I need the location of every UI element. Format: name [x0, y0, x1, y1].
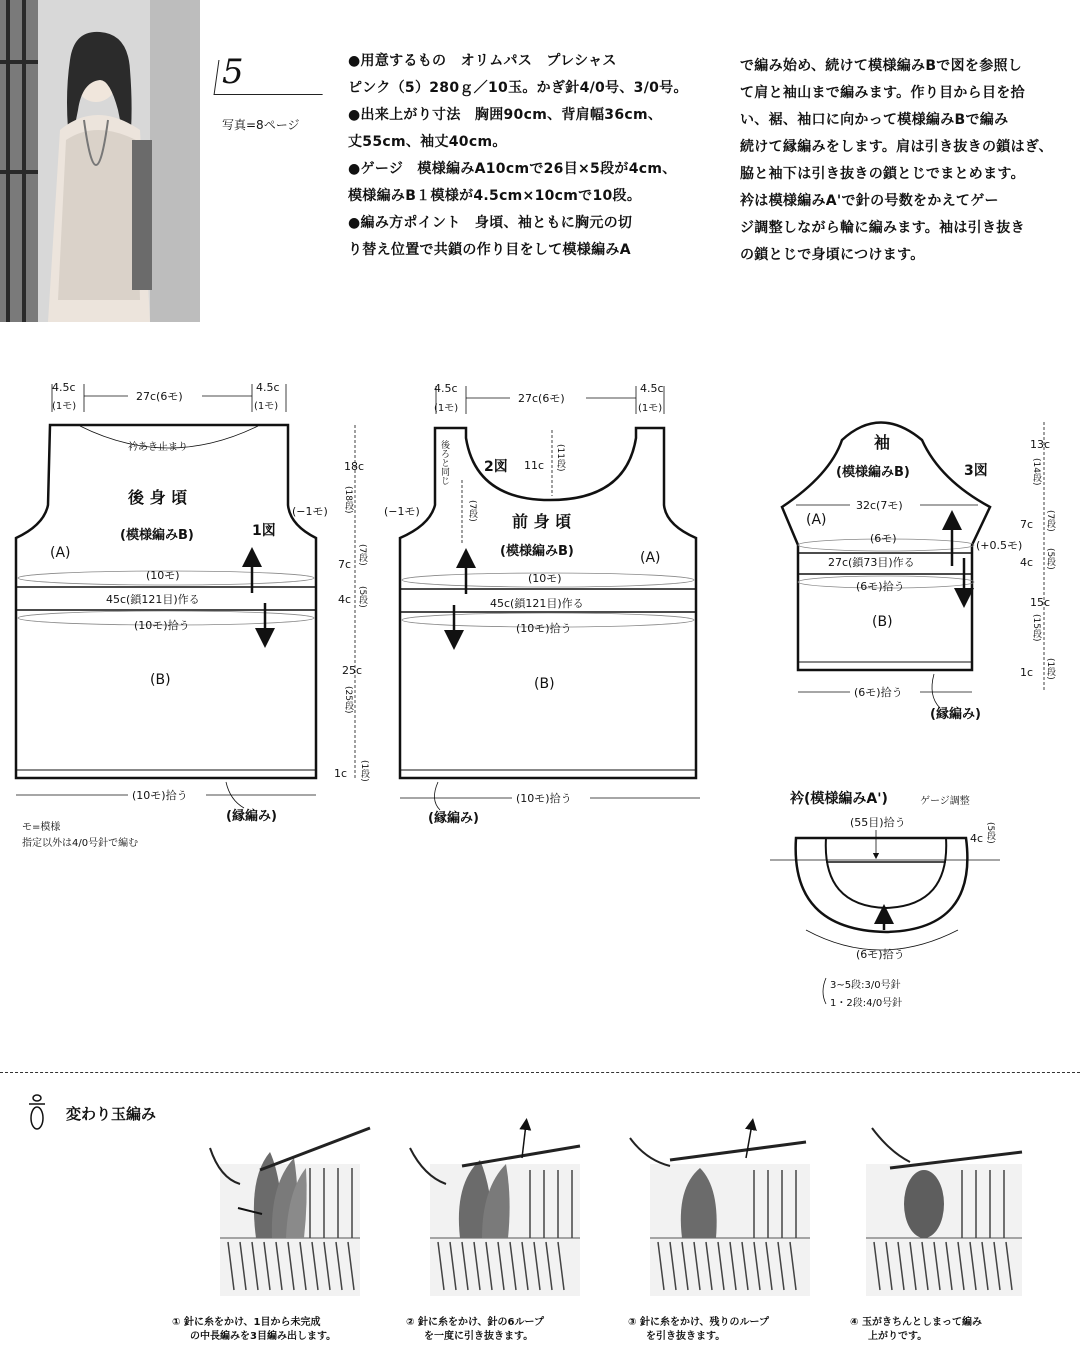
front-rows7: (7段) — [467, 500, 477, 522]
back-band-height: 4c — [338, 593, 352, 606]
instruction-line: 脇と袖下は引き抜きの鎖とじでまとめます。 — [740, 166, 1025, 182]
sleeve-title: 袖 — [874, 433, 891, 452]
back-shoulder-left-width: 4.5c — [52, 381, 76, 394]
front-chain: 45c(鎖121目)作る — [490, 597, 584, 610]
front-bottom-pick: (10モ)拾う — [516, 792, 572, 805]
back-pick: (10モ)拾う — [134, 619, 190, 632]
step-3-illustration — [630, 1124, 810, 1296]
sleeve-yoke-height: 7c — [1020, 518, 1034, 531]
schematic-diagrams — [0, 370, 1080, 1030]
legend — [22, 820, 138, 852]
back-subtitle: (模様編みB) — [120, 528, 194, 543]
collar-height: 4c — [970, 832, 984, 845]
technique-title: 変わり玉編み — [66, 1105, 157, 1123]
collar-title-note: ゲージ調整 — [920, 796, 970, 807]
collar-height-rows: (5段) — [985, 822, 995, 844]
front-neck-depth-rows: (11段) — [555, 444, 565, 472]
back-label-b: (B) — [150, 672, 171, 688]
collar-pick-top: (55目)拾う — [850, 816, 906, 829]
front-shoulder-left-rep: (1モ) — [434, 403, 459, 414]
step-1-caption — [172, 1316, 336, 1344]
sleeve-label-b: (B) — [872, 614, 893, 630]
back-shoulder-right-width: 4.5c — [256, 381, 280, 394]
model-photo — [0, 0, 200, 322]
step-4-text-line-1: 玉がきちんとしまって編み — [861, 1317, 982, 1328]
sleeve-label-a: (A) — [806, 512, 827, 528]
sleeve-edge-height: 1c — [1020, 666, 1034, 679]
front-same-as-back: 後ろと同じ — [439, 440, 449, 485]
back-edge-height: 1c — [334, 767, 348, 780]
back-title: 後 身 頃 — [128, 488, 188, 507]
photo-reference: 写真=8ページ — [222, 118, 300, 132]
back-band-rows: (5段) — [357, 586, 367, 608]
sleeve-subtitle: (模様編みB) — [836, 465, 910, 480]
back-edge-rows: (1段) — [359, 760, 369, 782]
step-2-illustration — [410, 1124, 580, 1296]
step-2-text-line-2: を一度に引き抜きます。 — [424, 1331, 534, 1342]
sleeve-body-height: 15c — [1030, 596, 1051, 609]
front-subtitle: (模様編みB) — [500, 544, 574, 559]
technique-symbol-icon — [26, 1092, 48, 1136]
instruction-line: て肩と袖山まで編みます。作り目から目を拾 — [740, 85, 1025, 101]
pattern-number: 5 — [222, 52, 244, 92]
instruction-line: い、裾、袖口に向かって模様編みBで編み — [740, 112, 1009, 128]
back-chain: 45c(鎖121目)作る — [106, 593, 200, 606]
instructions-column-2 — [740, 53, 1076, 269]
sleeve-cap-height: 13c — [1030, 438, 1051, 451]
sleeve-bottom-pick: (6モ)拾う — [854, 686, 903, 699]
sleeve-edge-rows: (1段) — [1045, 658, 1055, 680]
front-top-mo: (10モ) — [528, 572, 562, 585]
back-bottom-pick: (10モ)拾う — [132, 789, 188, 802]
instruction-line: 衿は模様編みA'で針の号数をかえてゲー — [740, 193, 999, 209]
section-divider — [0, 1072, 1080, 1073]
sleeve-band-rows: (5段) — [1045, 548, 1055, 570]
back-body-rows: (25段) — [343, 686, 353, 714]
collar-diagram — [770, 790, 1000, 1009]
step-2-number: ② — [406, 1317, 415, 1328]
front-figure-label: 2図 — [484, 459, 508, 475]
step-1-text-line-1: 針に糸をかけ、1目から未完成 — [183, 1317, 321, 1328]
technique-illustrations — [200, 1108, 1040, 1308]
back-body-height: 25c — [342, 664, 363, 677]
step-4-illustration — [866, 1128, 1022, 1296]
step-4-caption — [850, 1316, 982, 1344]
sleeve-width: 32c(7モ) — [856, 499, 903, 512]
step-4-text-line-2: 上がりです。 — [868, 1331, 928, 1342]
step-3-number: ③ — [628, 1317, 637, 1328]
step-1-illustration — [210, 1128, 370, 1296]
instruction-line: ピンク（5）280ｇ／10玉。かぎ針4/0号、3/0号。 — [348, 80, 688, 96]
collar-pick-bottom: (6モ)拾う — [856, 948, 905, 961]
instruction-line: ●編み方ポイント 身頃、袖ともに胸元の切 — [348, 215, 633, 231]
sleeve-top-mo: (6モ) — [870, 532, 897, 545]
front-title: 前 身 頃 — [512, 512, 572, 531]
back-neck-width: 27c(6モ) — [136, 390, 183, 403]
instruction-line: 丈55cm、袖丈40cm。 — [348, 134, 507, 150]
sleeve-band-height: 4c — [1020, 556, 1034, 569]
step-2-caption — [406, 1316, 544, 1344]
back-armhole-rows: (18段) — [343, 486, 353, 514]
front-neck-depth: 11c — [524, 459, 545, 472]
back-yoke-height: 7c — [338, 558, 352, 571]
front-label-b: (B) — [534, 676, 555, 692]
instruction-line: 模様編みB１模様が4.5cm×10cmで10段。 — [348, 188, 642, 204]
back-figure-label: 1図 — [252, 523, 276, 539]
sleeve-chain: 27c(鎖73目)作る — [828, 556, 915, 569]
sleeve-diagram — [782, 422, 1056, 722]
sleeve-cap-rows: (14段) — [1031, 458, 1041, 486]
legend-mo: モ=模様 — [22, 822, 61, 833]
front-label-a: (A) — [640, 550, 661, 566]
back-body-diagram — [16, 381, 370, 824]
step-1-text-line-2: の中長編みを3目編み出します。 — [190, 1331, 337, 1342]
step-3-text-line-2: を引き抜きます。 — [646, 1331, 726, 1342]
instruction-line: 続けて縁編みをします。肩は引き抜きの鎖はぎ、 — [740, 139, 1053, 155]
sleeve-body-rows: (15段) — [1031, 614, 1041, 642]
step-4-number: ④ — [850, 1317, 859, 1328]
front-edging: (縁編み) — [428, 811, 479, 826]
back-shoulder-left-rep: (1モ) — [52, 401, 77, 412]
collar-note-1: 3~5段:3/0号針 — [830, 980, 901, 991]
step-1-number: ① — [172, 1317, 181, 1328]
instruction-line: ●用意するもの オリムパス プレシャス — [348, 53, 617, 69]
front-shoulder-left-width: 4.5c — [434, 382, 458, 395]
back-label-a: (A) — [50, 545, 71, 561]
back-neck-note: 衿あき止まり — [128, 442, 188, 453]
instruction-line: で編み始め、続けて模様編みBで図を参照し — [740, 58, 1023, 74]
legend-needle: 指定以外は4/0号針で編む — [22, 838, 139, 849]
back-shoulder-right-rep: (1モ) — [254, 401, 279, 412]
front-neck-width: 27c(6モ) — [518, 392, 565, 405]
instruction-line: ●ゲージ 模様編みA10cmで26目×5段が4cm、 — [348, 161, 677, 177]
sleeve-yoke-rows: (7段) — [1045, 510, 1055, 532]
instructions-column-1 — [348, 48, 718, 264]
collar-title: 衿(模様編みA') — [790, 791, 888, 807]
instruction-line: ●出来上がり寸法 胸囲90cm、背肩幅36cm、 — [348, 107, 663, 123]
front-shoulder-right-rep: (1モ) — [638, 403, 663, 414]
sleeve-figure-label: 3図 — [964, 463, 988, 479]
sleeve-edging: (縁編み) — [930, 707, 981, 722]
sleeve-increase: (+0.5モ) — [976, 539, 1023, 552]
sleeve-pick: (6モ)拾う — [856, 580, 905, 593]
step-2-text-line-1: 針に糸をかけ、針の6ループ — [417, 1317, 545, 1328]
front-body-diagram — [384, 382, 700, 826]
step-3-caption — [628, 1316, 769, 1344]
back-armhole-height: 18c — [344, 460, 365, 473]
back-top-mo: (10モ) — [146, 569, 180, 582]
back-yoke-rows: (7段) — [357, 544, 367, 566]
back-armhole-dec: (−1モ) — [292, 505, 328, 518]
step-3-text-line-1: 針に糸をかけ、残りのループ — [639, 1317, 770, 1328]
front-armhole-dec: (−1モ) — [384, 505, 420, 518]
front-shoulder-right-width: 4.5c — [640, 382, 664, 395]
instruction-line: り替え位置で共鎖の作り目をして模様編みA — [348, 242, 631, 258]
instruction-line: の鎖とじで身頃につけます。 — [740, 247, 925, 263]
collar-note-2: 1・2段:4/0号針 — [830, 998, 903, 1009]
front-pick: (10モ)拾う — [516, 622, 572, 635]
instruction-line: ジ調整しながら輪に編みます。袖は引き抜き — [740, 220, 1025, 236]
back-edging: (縁編み) — [226, 809, 277, 824]
